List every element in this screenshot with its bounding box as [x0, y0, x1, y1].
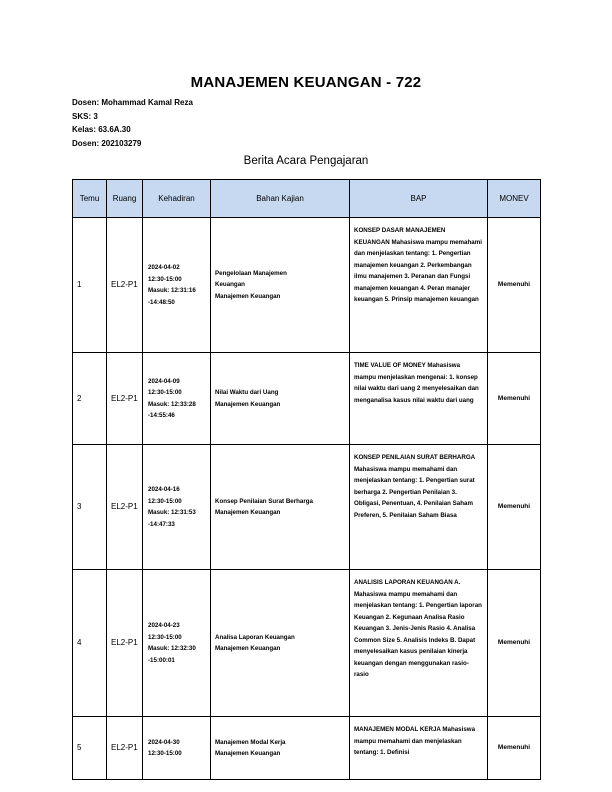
table-row [73, 717, 541, 780]
header-kehadiran: Kehadiran [143, 180, 211, 218]
attendance-in: Masuk: 12:33:28 [148, 400, 196, 408]
cell-monev: Memenuhi [488, 218, 541, 353]
topic-line: Pengelolaan Manajemen [215, 269, 287, 277]
cell-bap: MANAJEMEN MODAL KERJA Mahasiswa mampu memahami dan menjelaskan tentang: 1. Definisi [350, 717, 488, 780]
cell-temu: 5 [73, 717, 107, 780]
meta-lecturer-id: Dosen: 202103279 [72, 138, 142, 148]
cell-ruang: EL2-P1 [107, 218, 143, 353]
topic-line: Konsep Penilaian Surat Berharga [215, 497, 313, 505]
attendance-in: Masuk: 12:31:53 [148, 509, 196, 516]
topic-line: Nilai Waktu dari Uang [215, 389, 279, 396]
header-ruang: Ruang [107, 180, 143, 218]
cell-ruang: EL2-P1 [107, 445, 143, 570]
topic-line: Manajemen Keuangan [215, 292, 281, 300]
topic-line: Keuangan [215, 281, 245, 289]
header-bap: BAP [350, 180, 488, 218]
cell-monev: Memenuhi [488, 717, 541, 780]
attendance-date: 2024-04-30 [148, 738, 180, 746]
attendance-date: 2024-04-16 [148, 486, 180, 493]
topic-line: Manajemen Keuangan [215, 509, 281, 516]
cell-bap: KONSEP PENILAIAN SURAT BERHARGA Mahasiswa mampu memahami dan menjelaskan tentang: 1. Pengertian surat berharga 2. Pengertian Penilaian 3. Obligasi, Penentuan, 4. Penilaian Saham Preferen, 5. Penilaian Saham Biasa [350, 445, 488, 570]
cell-ruang: EL2-P1 [107, 353, 143, 445]
cell-bahan-kajian [211, 570, 350, 717]
cell-bap: KONSEP DASAR MANAJEMEN KEUANGAN Mahasiswa mampu memahami dan menjelaskan tentang: 1. Pengertian manajemen keuangan 2. Perkembangan ilmu manajemen 3. Peranan dan Fungsi manajemen keuangan 4. Peran manajer keuangan 5. Prinsip manajemen keuangan [350, 218, 488, 353]
attendance-time: 12:30-15:00 [148, 497, 182, 505]
meta-sks: SKS: 3 [72, 111, 98, 121]
topic-line: Manajemen Keuangan [215, 400, 281, 408]
cell-bap: TIME VALUE OF MONEY Mahasiswa mampu menjelaskan mengenai: 1. konsep nilai waktu dari uang 2 menyelesaikan dan menganalisa kasus nilai waktu dari uang [350, 353, 488, 445]
attendance-time: 12:30-15:00 [148, 275, 182, 283]
cell-bahan-kajian [211, 353, 350, 445]
topic-line: Manajemen Modal Kerja [215, 738, 286, 746]
cell-temu: 4 [73, 570, 107, 717]
document-title: MANAJEMEN KEUANGAN - 722 [190, 74, 422, 91]
attendance-in: Masuk: 12:32:30 [148, 645, 196, 652]
cell-bahan-kajian [211, 218, 350, 353]
table-row [73, 445, 541, 570]
meta-lecturer: Dosen: Mohammad Kamal Reza [72, 98, 193, 107]
cell-temu: 2 [73, 353, 107, 445]
attendance-out: -14:47:33 [148, 520, 175, 528]
attendance-date: 2024-04-23 [148, 622, 180, 629]
cell-bahan-kajian [211, 717, 350, 780]
attendance-date: 2024-04-09 [148, 377, 180, 385]
cell-ruang: EL2-P1 [107, 570, 143, 717]
cell-kehadiran [143, 445, 211, 570]
attendance-time: 12:30-15:00 [148, 389, 182, 396]
cell-kehadiran [143, 717, 211, 780]
section-title: Berita Acara Pengajaran [243, 155, 369, 167]
cell-kehadiran [143, 218, 211, 353]
table-row [73, 218, 541, 353]
topic-line: Manajemen Keuangan [215, 750, 281, 757]
cell-monev: Memenuhi [488, 445, 541, 570]
cell-bahan-kajian [211, 445, 350, 570]
attendance-out: -14:48:50 [148, 298, 175, 306]
attendance-time: 12:30-15:00 [148, 750, 182, 757]
table-row [73, 570, 541, 717]
attendance-time: 12:30-15:00 [148, 633, 182, 641]
cell-monev: Memenuhi [488, 353, 541, 445]
attendance-in: Masuk: 12:31:16 [148, 287, 196, 294]
attendance-out: -14:55:46 [148, 412, 175, 419]
attendance-out: -15:00:01 [148, 656, 175, 664]
attendance-date: 2024-04-02 [148, 264, 180, 271]
meta-class: Kelas: 63.6A.30 [72, 125, 131, 134]
course-meta [72, 96, 193, 150]
cell-bap: ANALISIS LAPORAN KEUANGAN A. Mahasiswa mampu memahami dan menjelaskan tentang: 1. Pengertian laporan Keuangan 2. Kegunaan Analisa Rasio Keuangan 3. Jenis-Jenis Rasio 4. Analisa Common Size 5. Analisis Indeks B. Dapat menyelesaikan kasus penilaian kinerja keuangan dengan menggunakan rasio-rasio [350, 570, 488, 717]
topic-line: Analisa Laporan Keuangan [215, 633, 295, 641]
cell-kehadiran [143, 570, 211, 717]
teaching-record-table [72, 179, 541, 780]
topic-line: Manajemen Keuangan [215, 645, 281, 652]
header-monev: MONEV [488, 180, 541, 218]
cell-monev: Memenuhi [488, 570, 541, 717]
cell-temu: 3 [73, 445, 107, 570]
cell-temu: 1 [73, 218, 107, 353]
cell-ruang: EL2-P1 [107, 717, 143, 780]
table-header-row [73, 180, 541, 218]
header-bahan-kajian: Bahan Kajian [211, 180, 350, 218]
table-row [73, 353, 541, 445]
cell-kehadiran [143, 353, 211, 445]
header-temu: Temu [73, 180, 107, 218]
